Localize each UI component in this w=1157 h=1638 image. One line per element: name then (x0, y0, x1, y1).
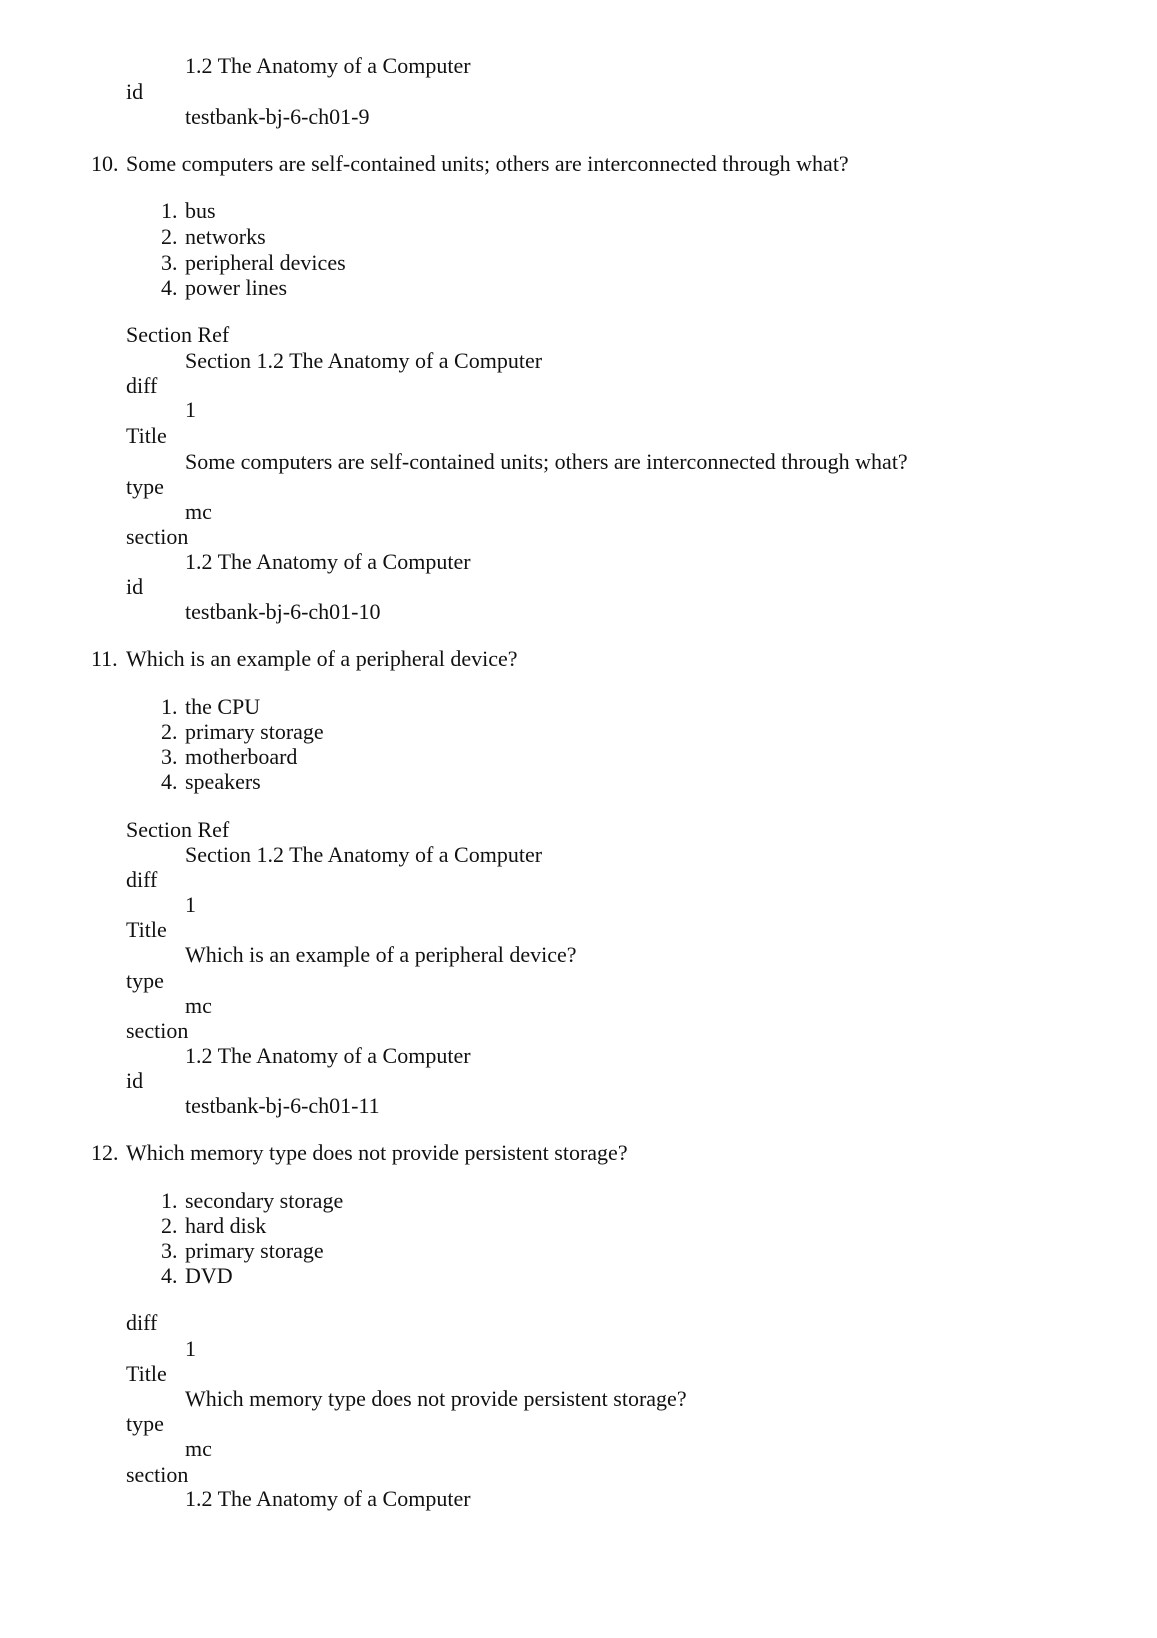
q10-option-2-text: networks (185, 224, 266, 249)
prev-id-key: id (126, 79, 144, 104)
question-12-number: 12. (91, 1140, 119, 1165)
q11-meta-value: mc (185, 993, 212, 1018)
q12-meta-key: Title (126, 1361, 167, 1386)
q12-meta-key: diff (126, 1310, 158, 1335)
q10-meta-key: Section Ref (126, 322, 230, 347)
q12-option-2-text: hard disk (185, 1213, 267, 1238)
q10-option-2-number: 2. (161, 224, 178, 249)
q12-meta-value: 1 (185, 1336, 196, 1361)
q11-option-1-number: 1. (161, 694, 178, 719)
question-10-text: Some computers are self-contained units; others are interconnected through what? (126, 151, 849, 176)
q12-meta-key: type (126, 1411, 164, 1436)
q10-option-1-number: 1. (161, 198, 178, 223)
q11-meta-value: Which is an example of a peripheral device? (185, 942, 577, 967)
q11-meta-key: section (126, 1018, 189, 1043)
q10-meta-value: mc (185, 499, 212, 524)
q11-option-3-text: motherboard (185, 744, 298, 769)
q10-meta-value: testbank-bj-6-ch01-10 (185, 599, 381, 624)
q10-option-3-text: peripheral devices (185, 250, 346, 275)
q11-meta-key: Section Ref (126, 817, 230, 842)
q11-meta-key: diff (126, 867, 158, 892)
q12-option-3-number: 3. (161, 1238, 178, 1263)
q10-meta-key: id (126, 574, 144, 599)
prev-section-value: 1.2 The Anatomy of a Computer (185, 53, 471, 78)
question-11-text: Which is an example of a peripheral device? (126, 646, 518, 671)
q11-option-4-number: 4. (161, 769, 178, 794)
q12-meta-value: Which memory type does not provide persistent storage? (185, 1386, 687, 1411)
q11-meta-key: type (126, 968, 164, 993)
question-11-number: 11. (91, 646, 118, 671)
q10-option-3-number: 3. (161, 250, 178, 275)
q10-meta-value: 1.2 The Anatomy of a Computer (185, 549, 471, 574)
q11-option-1-text: the CPU (185, 694, 261, 719)
q11-meta-value: testbank-bj-6-ch01-11 (185, 1093, 380, 1118)
q10-meta-value: 1 (185, 397, 196, 422)
q11-meta-key: id (126, 1068, 144, 1093)
q12-option-2-number: 2. (161, 1213, 178, 1238)
q12-option-1-text: secondary storage (185, 1188, 344, 1213)
q12-option-4-text: DVD (185, 1263, 233, 1288)
q11-option-4-text: speakers (185, 769, 261, 794)
q10-meta-key: diff (126, 373, 158, 398)
prev-id-value: testbank-bj-6-ch01-9 (185, 104, 370, 129)
q12-option-4-number: 4. (161, 1263, 178, 1288)
q11-option-2-number: 2. (161, 719, 178, 744)
q11-meta-value: 1 (185, 892, 196, 917)
q11-meta-value: Section 1.2 The Anatomy of a Computer (185, 842, 543, 867)
q11-meta-key: Title (126, 917, 167, 942)
q12-meta-key: section (126, 1462, 189, 1487)
q10-meta-key: section (126, 524, 189, 549)
q10-option-4-text: power lines (185, 275, 288, 300)
q10-meta-value: Section 1.2 The Anatomy of a Computer (185, 348, 543, 373)
q10-option-1-text: bus (185, 198, 216, 223)
q10-meta-value: Some computers are self-contained units; others are interconnected through what? (185, 449, 908, 474)
question-12-text: Which memory type does not provide persistent storage? (126, 1140, 628, 1165)
q10-option-4-number: 4. (161, 275, 178, 300)
q12-meta-value: mc (185, 1436, 212, 1461)
q11-option-2-text: primary storage (185, 719, 324, 744)
question-10-number: 10. (91, 151, 119, 176)
q11-meta-value: 1.2 The Anatomy of a Computer (185, 1043, 471, 1068)
q11-option-3-number: 3. (161, 744, 178, 769)
q12-meta-value: 1.2 The Anatomy of a Computer (185, 1486, 471, 1511)
q10-meta-key: type (126, 474, 164, 499)
q10-meta-key: Title (126, 423, 167, 448)
q12-option-3-text: primary storage (185, 1238, 324, 1263)
q12-option-1-number: 1. (161, 1188, 178, 1213)
